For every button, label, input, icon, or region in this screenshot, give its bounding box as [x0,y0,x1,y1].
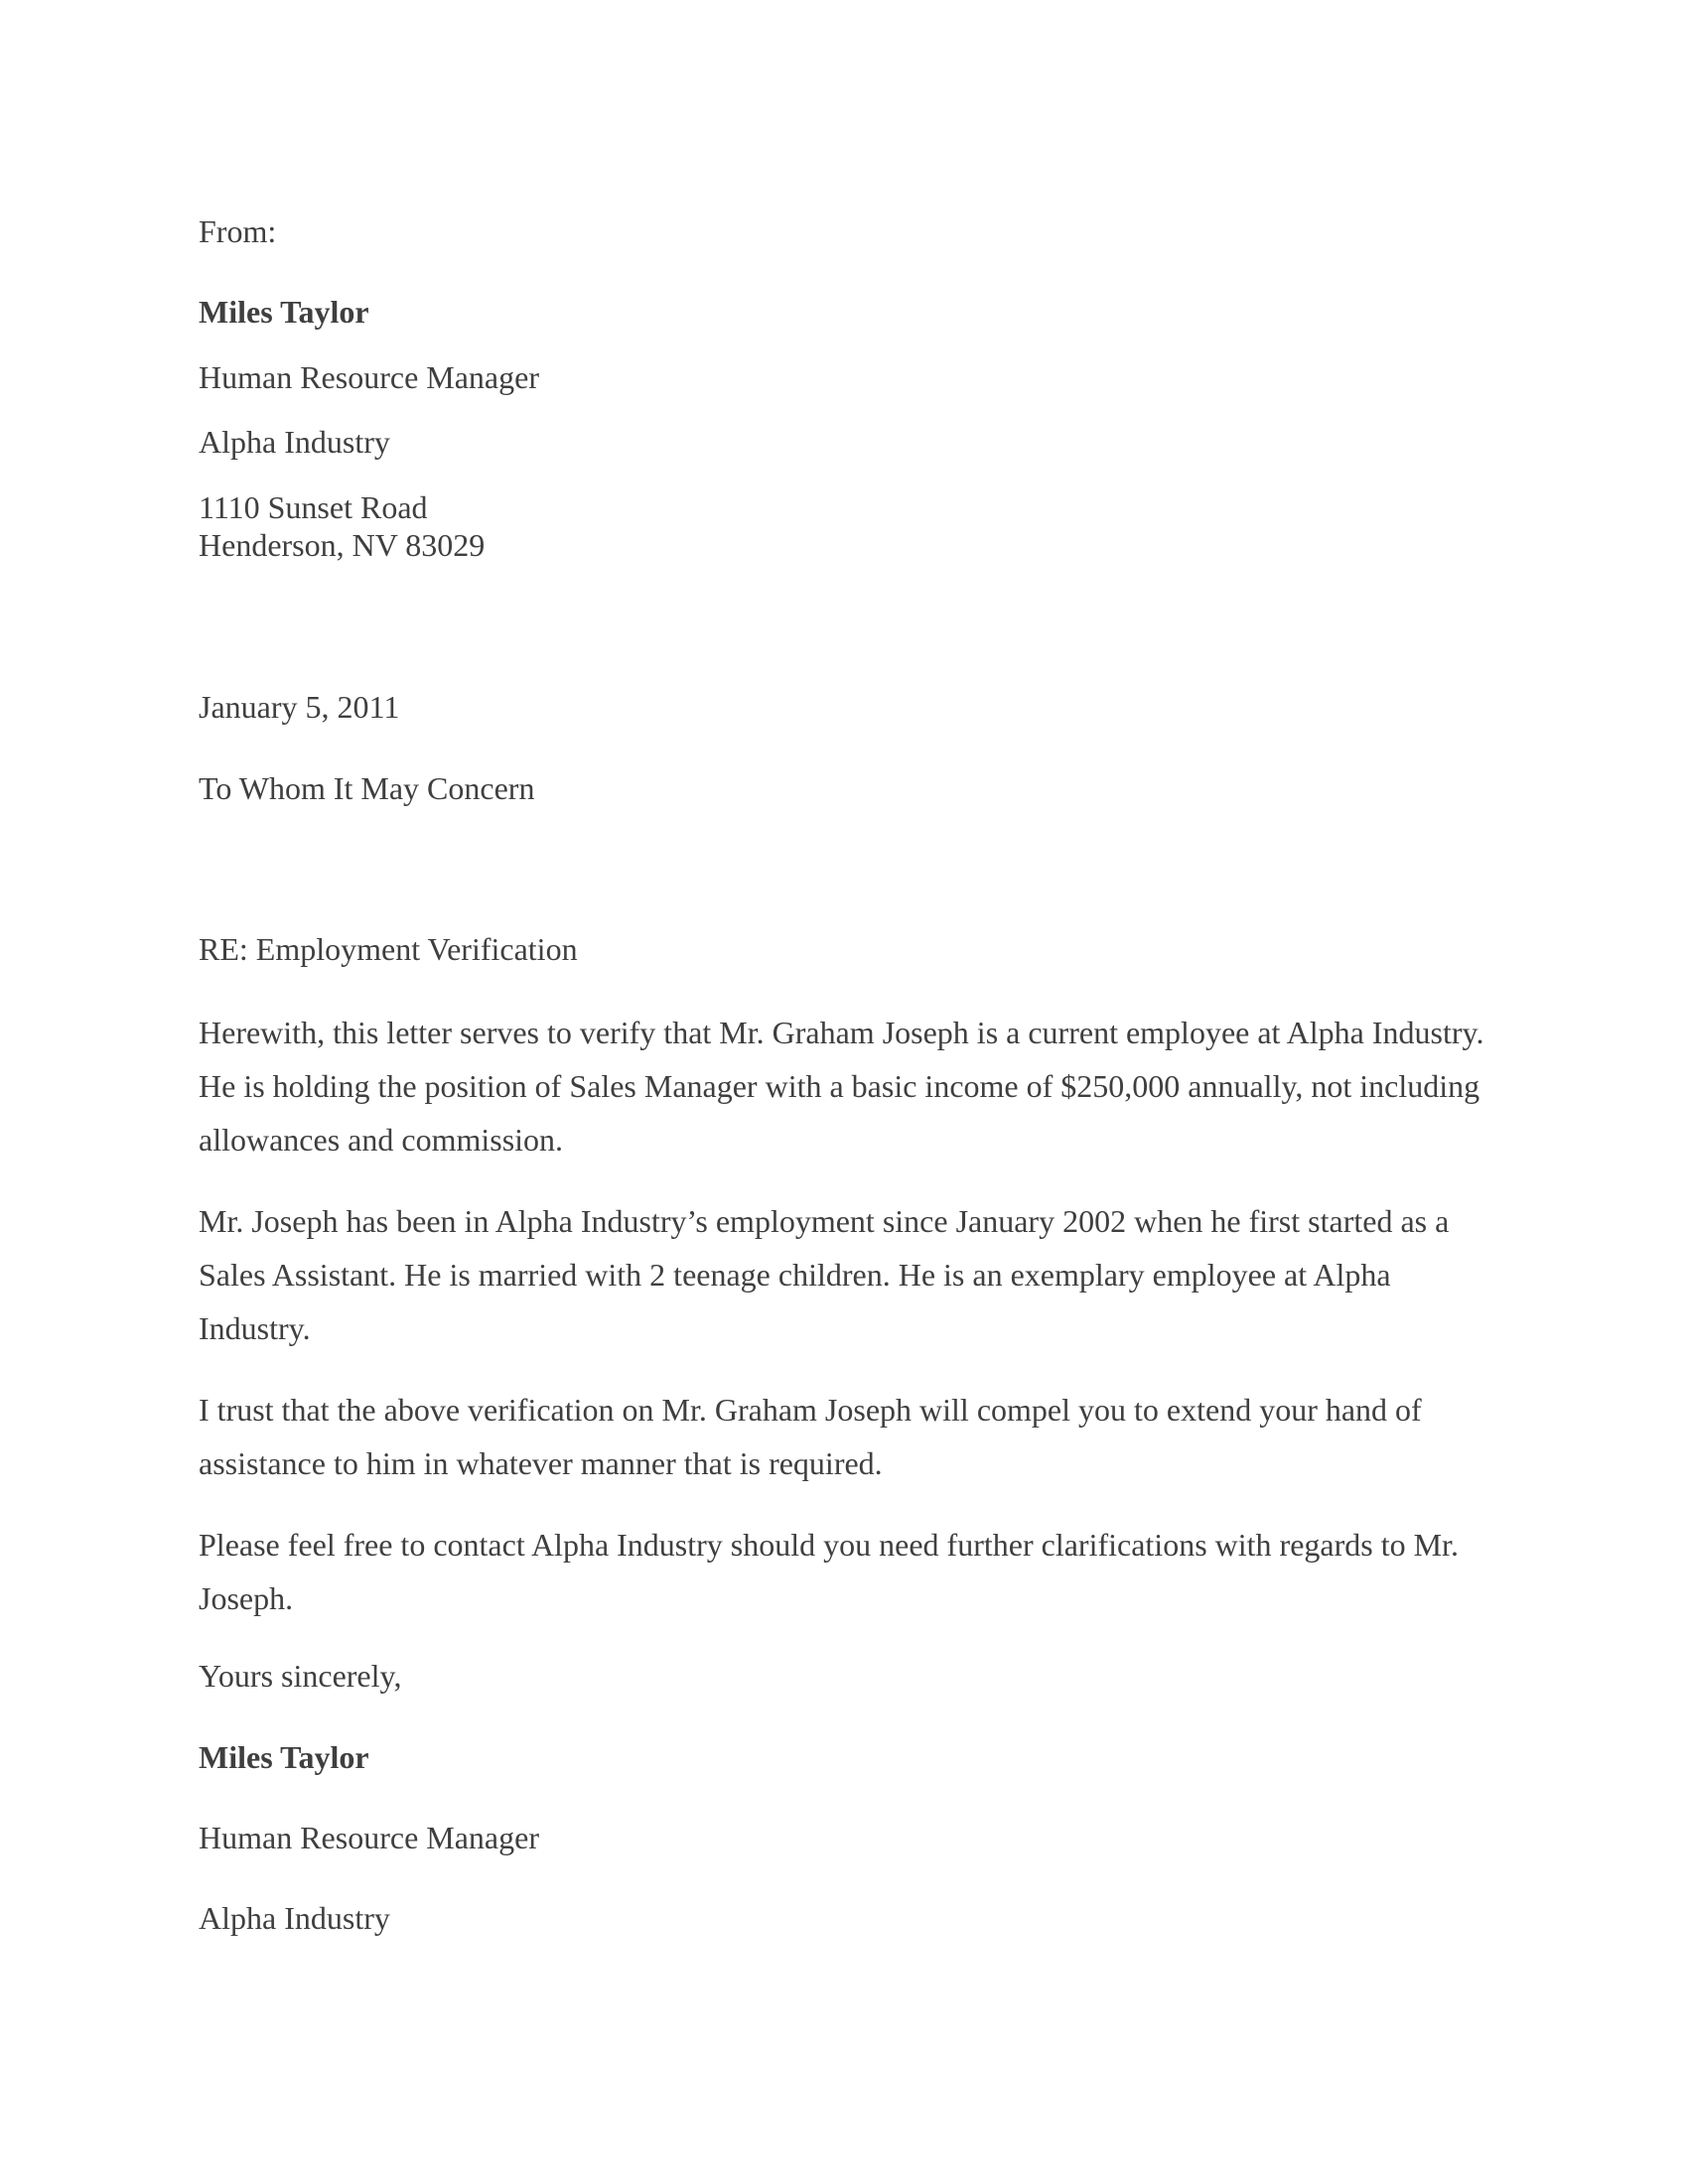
body-paragraph: Mr. Joseph has been in Alpha Industry’s employment since January 2002 when he first started as a Sales Assistant. He is married with 2 teenage children. He is an exemplary employee at Alpha Industry. [199,1203,1450,1346]
signature-name: Miles Taylor [199,1739,369,1775]
body-paragraph: Please feel free to contact Alpha Industry should you need further clarifications with regards to Mr. Joseph. [199,1527,1459,1616]
sender-address-line1: 1110 Sunset Road [199,489,428,525]
sender-address-line2: Henderson, NV 83029 [199,527,486,563]
signature-company: Alpha Industry [199,1900,390,1936]
sender-title: Human Resource Manager [199,359,539,395]
letter-date: January 5, 2011 [199,689,400,725]
closing: Yours sincerely, [199,1658,402,1694]
subject-line: RE: Employment Verification [199,931,578,967]
letter-page [199,0,1499,2184]
sender-company: Alpha Industry [199,424,390,460]
from-label: From: [199,213,277,249]
body-paragraph: I trust that the above verification on Mr. Graham Joseph will compel you to extend your hand of assistance to him in whatever manner that is required. [199,1392,1422,1481]
salutation: To Whom It May Concern [199,770,535,806]
signature-title: Human Resource Manager [199,1820,539,1855]
sender-name: Miles Taylor [199,294,369,330]
body-paragraph: Herewith, this letter serves to verify that Mr. Graham Joseph is a current employee at Alpha Industry. He is holding the position of Sales Manager with a basic income of $250,000 annually, not including allowances and commission. [199,1015,1484,1158]
